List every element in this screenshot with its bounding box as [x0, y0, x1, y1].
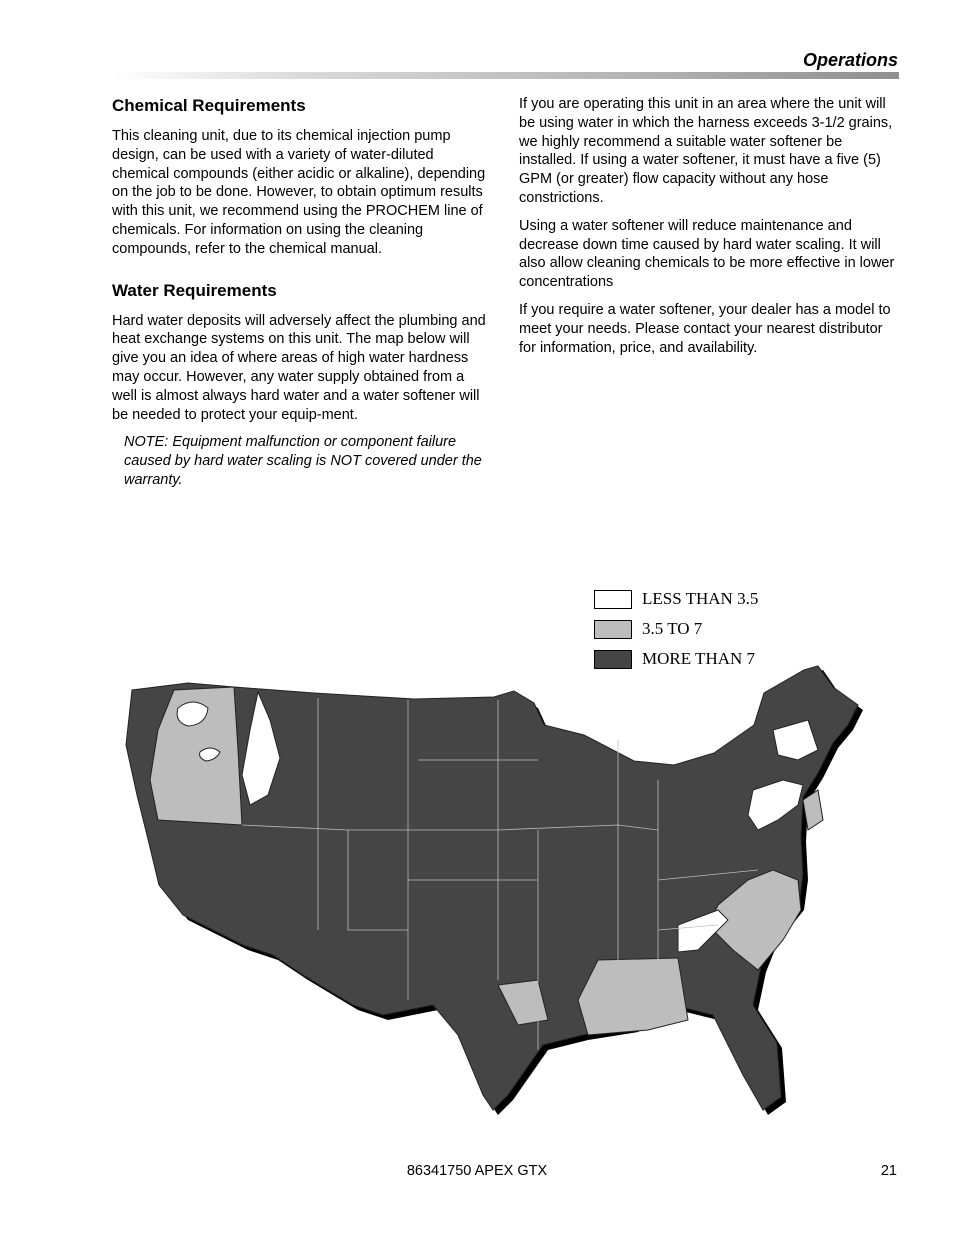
- chemical-requirements-text: This cleaning unit, due to its chemical injection pump design, can be used with a variety of water-diluted chemical compounds (either acidic or alkaline), depending on the job to be done. However, to obtain optimum results with this unit, we recommend using the PROCHEM line of chemicals. For information on using the cleaning compounds, refer to the chemical manual.: [112, 128, 486, 257]
- legend-row-low: [594, 584, 758, 614]
- legend-label-high: MORE THAN 7: [642, 649, 756, 668]
- legend-swatch-mid: [594, 620, 632, 639]
- water-requirements-text: Hard water deposits will adversely affect the plumbing and heat exchange systems on this unit. The map below will give you an idea of where areas of high water hardness may occur. However, any water supply obtained from a well is almost always hard water and a water softener will be needed to protect your equip-ment.: [112, 312, 486, 423]
- water-hardness-map: [118, 580, 898, 1140]
- softener-paragraph-2: Using a water softener will reduce maintenance and decrease down time caused by hard water scaling. It will also allow cleaning chemicals to be more effective in lower concentrations: [519, 217, 895, 291]
- section-title: Operations: [802, 50, 898, 70]
- map-legend: [594, 584, 758, 674]
- right-column: [519, 95, 901, 366]
- chemical-requirements-heading: Chemical Requirements: [112, 96, 306, 115]
- legend-row-high: [594, 644, 758, 674]
- legend-label-mid: 3.5 TO 7: [642, 619, 703, 638]
- gulf-light: [578, 958, 688, 1035]
- left-column: [112, 95, 492, 499]
- legend-row-mid: [594, 614, 758, 644]
- header-rule: [112, 72, 899, 79]
- footer-page-number: 21: [880, 1163, 897, 1179]
- softener-paragraph-3: If you require a water softener, your dealer has a model to meet your needs. Please contact your nearest distributor for information, price, and availability.: [519, 301, 891, 356]
- warranty-note: NOTE: Equipment malfunction or component failure caused by hard water scaling is NOT covered under the warranty.: [124, 434, 482, 488]
- us-map-svg: [118, 580, 898, 1140]
- water-requirements-heading: Water Requirements: [112, 280, 277, 300]
- footer-document-id: 86341750 APEX GTX: [406, 1163, 548, 1179]
- legend-swatch-low: [594, 590, 632, 609]
- legend-label-low: LESS THAN 3.5: [642, 589, 759, 608]
- softener-paragraph-1: If you are operating this unit in an area where the unit will be using water in which the harness exceeds 3-1/2 grains, we highly recommend a suitable water softener be installed. If using a water softener, it must have a five (5) GPM (or greater) flow capacity without any hose constrictions.: [519, 96, 893, 206]
- legend-swatch-high: [594, 650, 632, 669]
